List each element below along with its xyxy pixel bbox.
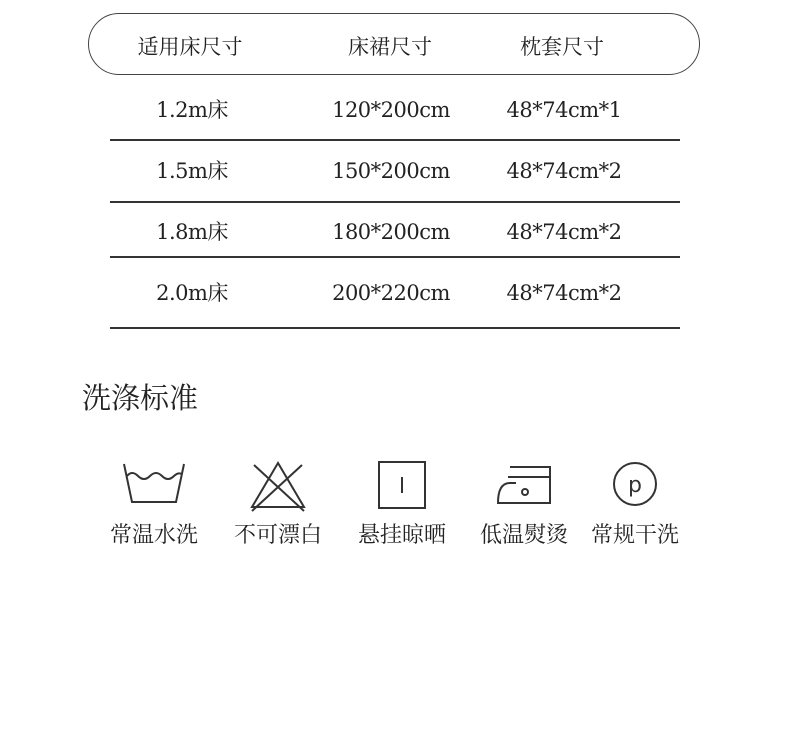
cell-pillowcase-size: 48*74cm*1 [506,98,622,122]
care-item-line-dry [342,455,462,555]
cell-bed-size: 2.0m床 [156,281,228,305]
cell-bed-size: 1.8m床 [156,220,228,244]
header-bed-skirt-size: 床裙尺寸 [348,35,432,59]
care-label: 常规干洗 [590,523,679,548]
row-divider [110,201,680,203]
cell-pillowcase-size: 48*74cm*2 [506,159,622,183]
care-item-no-bleach [218,455,338,555]
care-label: 悬挂晾晒 [357,523,446,548]
line-dry-icon [342,455,462,515]
svg-text:p: p [628,473,642,498]
cell-bed-size: 1.2m床 [156,98,228,122]
cell-bed-skirt-size: 180*200cm [332,220,450,244]
table-row [0,212,790,252]
cell-pillowcase-size: 48*74cm*2 [506,281,622,305]
dry-clean-p-icon [575,455,695,515]
row-divider [110,256,680,258]
care-label: 不可漂白 [233,523,322,548]
cell-bed-skirt-size: 150*200cm [332,159,450,183]
row-divider [110,139,680,141]
wash-basin-icon [94,455,214,515]
washing-standard-title: 洗涤标准 [82,381,199,415]
table-row [0,273,790,313]
cell-pillowcase-size: 48*74cm*2 [506,220,622,244]
cell-bed-skirt-size: 200*220cm [332,281,450,305]
low-iron-icon [464,455,584,515]
table-bottom-border [110,327,680,329]
care-label: 低温熨烫 [479,523,568,548]
cell-bed-size: 1.5m床 [156,159,228,183]
cell-bed-skirt-size: 120*200cm [332,98,450,122]
care-item-dry-clean [575,455,695,555]
care-label: 常温水洗 [109,523,198,548]
care-item-normal-wash [94,455,214,555]
table-row [0,90,790,130]
no-bleach-icon [218,455,338,515]
header-bed-size: 适用床尺寸 [137,35,243,59]
header-pillowcase-size: 枕套尺寸 [520,35,604,59]
table-row [0,151,790,191]
care-item-low-iron [464,455,584,555]
